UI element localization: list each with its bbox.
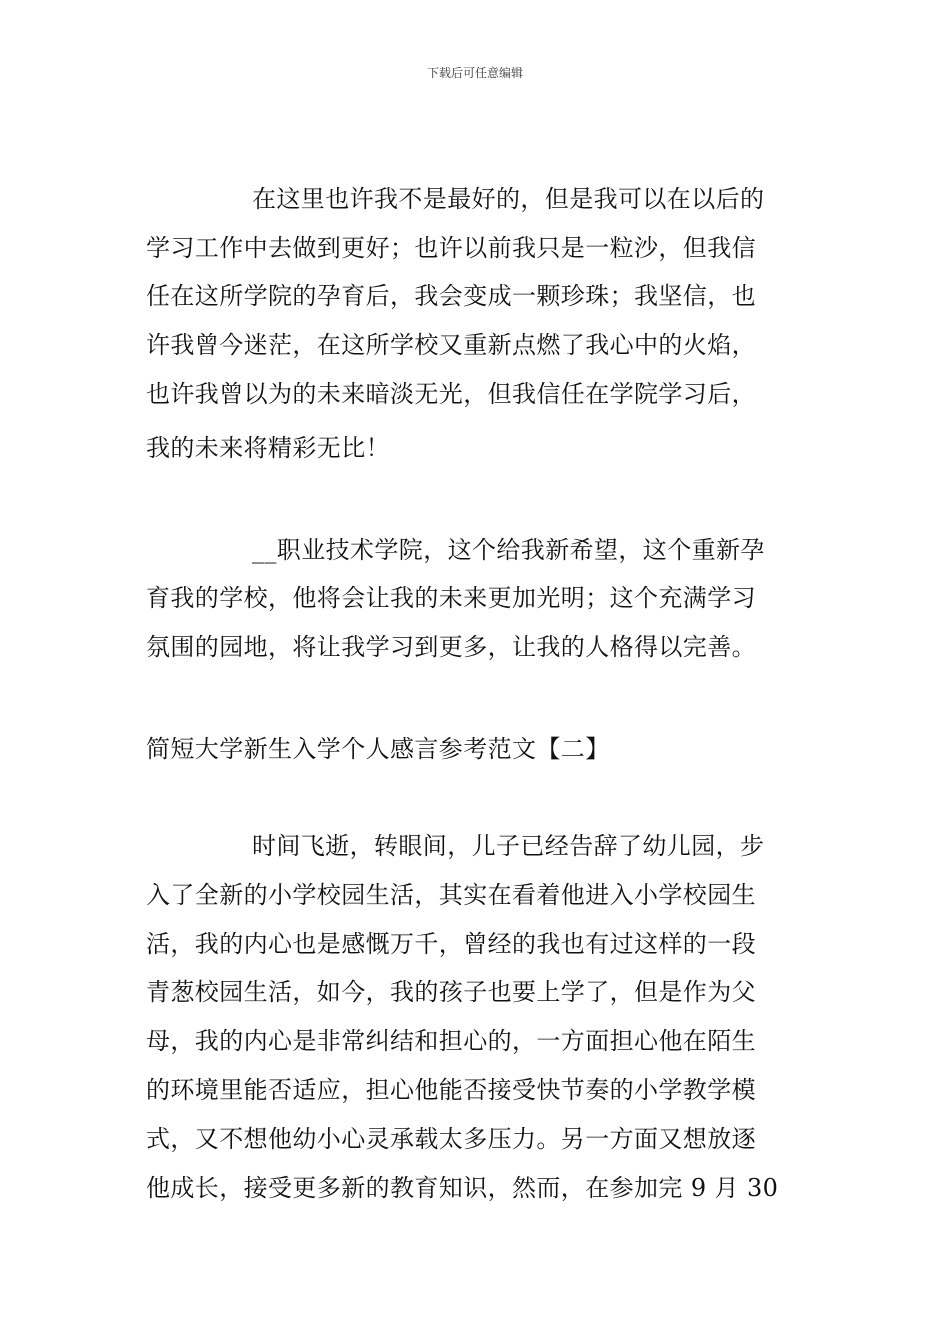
paragraph-1-line-4: 许我曾今迷茫，在这所学校又重新点燃了我心中的火焰， xyxy=(146,331,756,359)
paragraph-3-line-1: 时间飞逝，转眼间，儿子已经告辞了幼儿园，步 xyxy=(252,832,765,860)
page-header: 下载后可任意编辑 xyxy=(426,66,523,80)
paragraph-3-line-7: 式，又不想他幼小心灵承载太多压力。另一方面又想放逐 xyxy=(146,1125,756,1153)
paragraph-2-line-2: 育我的学校，他将会让我的未来更加光明；这个充满学习 xyxy=(146,584,756,612)
paragraph-3-line-8: 他成长，接受更多新的教育知识，然而，在参加完 9 月 30 xyxy=(146,1174,779,1202)
paragraph-1-line-5: 也许我曾以为的未来暗淡无光，但我信任在学院学习后， xyxy=(146,380,756,408)
paragraph-3-line-5: 母，我的内心是非常纠结和担心的，一方面担心他在陌生 xyxy=(146,1027,756,1055)
paragraph-3-line-4: 青葱校园生活，如今，我的孩子也要上学了，但是作为父 xyxy=(146,978,756,1006)
paragraph-3-line-3: 活，我的内心也是感慨万千，曾经的我也有过这样的一段 xyxy=(146,930,756,958)
section-title: 简短大学新生入学个人感言参考范文【二】 xyxy=(146,735,610,763)
paragraph-1-line-3: 任在这所学院的孕育后，我会变成一颗珍珠；我坚信，也 xyxy=(146,282,756,310)
paragraph-1-line-6: 我的未来将精彩无比！ xyxy=(146,434,390,462)
paragraph-3-line-2: 入了全新的小学校园生活，其实在看着他进入小学校园生 xyxy=(146,881,756,909)
paragraph-2-line-1: __职业技术学院，这个给我新希望，这个重新孕 xyxy=(252,536,765,564)
paragraph-3-line-6: 的环境里能否适应，担心他能否接受快节奏的小学教学模 xyxy=(146,1076,756,1104)
paragraph-1-line-2: 学习工作中去做到更好；也许以前我只是一粒沙，但我信 xyxy=(146,234,756,262)
paragraph-2-line-3: 氛围的园地，将让我学习到更多，让我的人格得以完善。 xyxy=(146,633,756,661)
paragraph-1-line-1: 在这里也许我不是最好的，但是我可以在以后的 xyxy=(252,185,765,213)
